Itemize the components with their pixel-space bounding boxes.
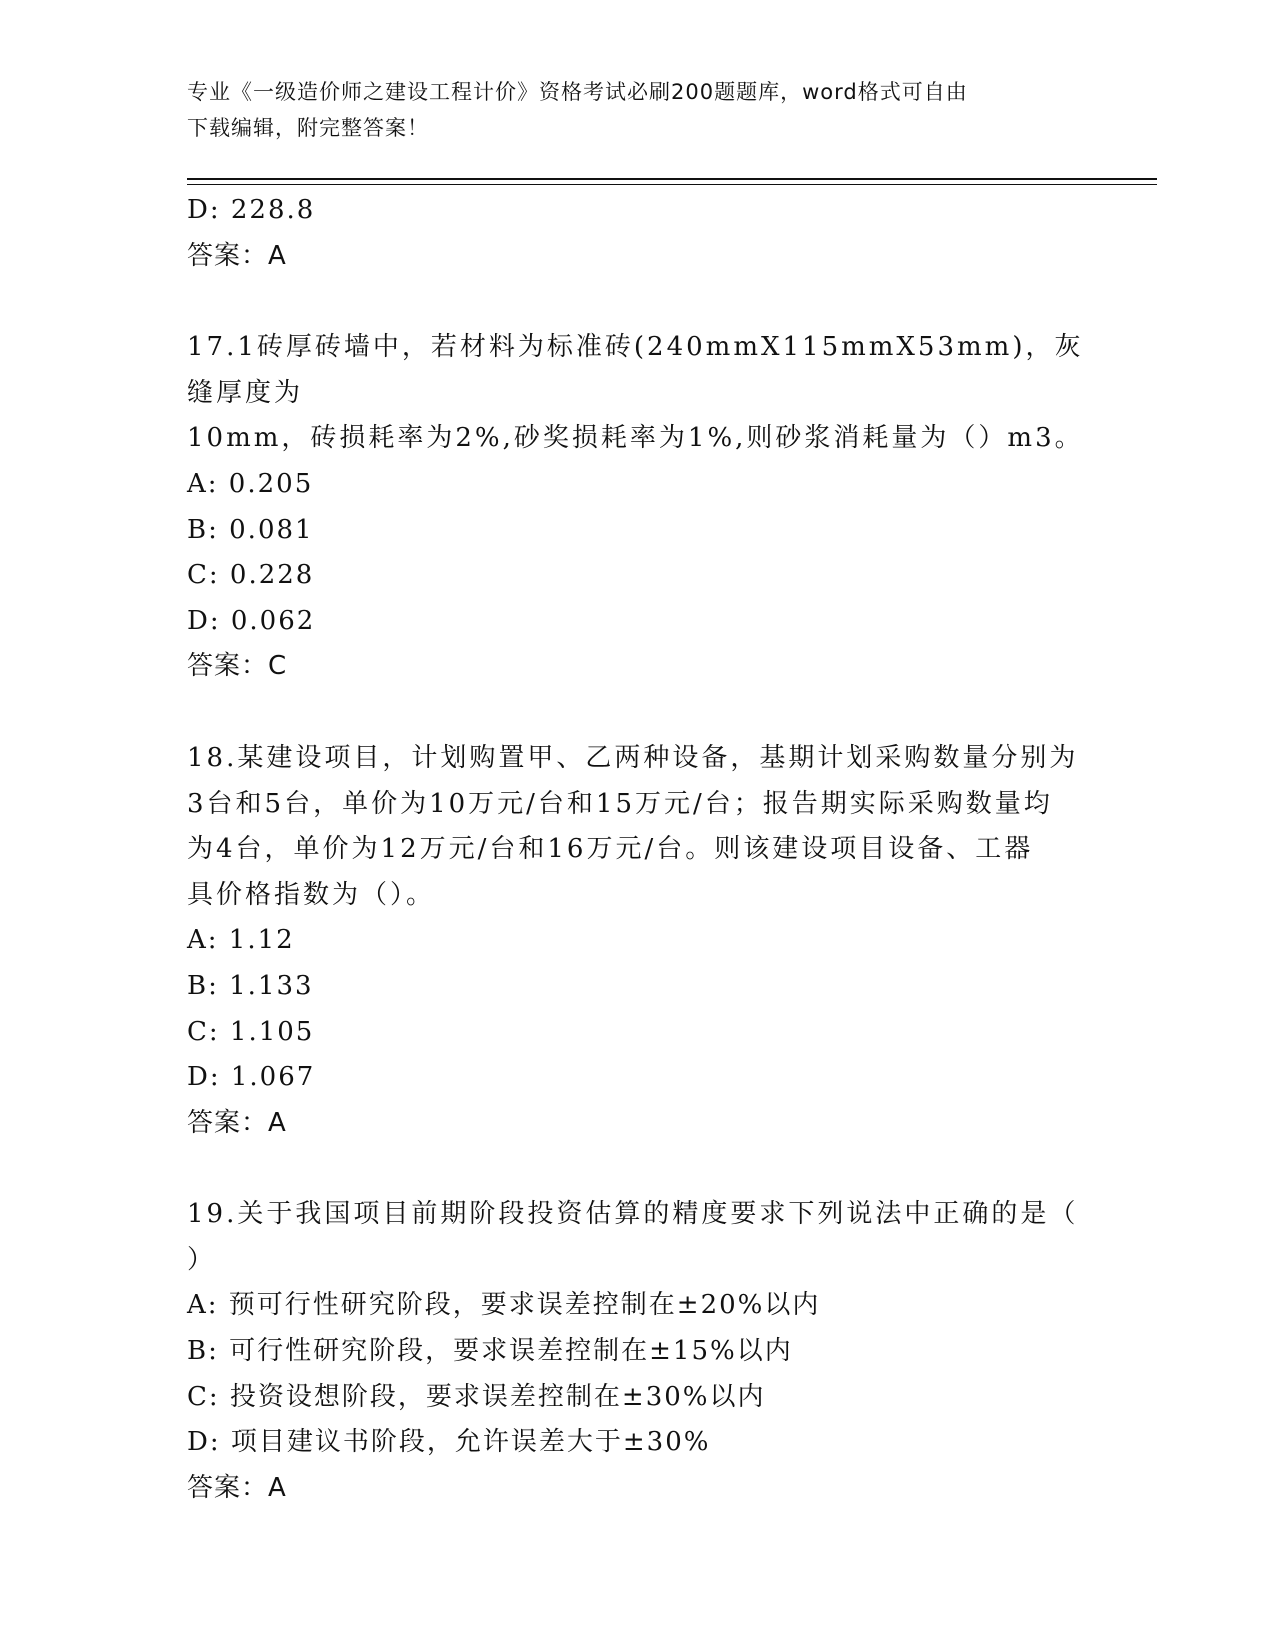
spacer (187, 279, 1087, 325)
question-stem: 18.某建设项目，计划购置甲、乙两种设备，基期计划采购数量分别为 (187, 742, 1079, 773)
option-c: C: 1.105 (187, 1016, 315, 1047)
question-18 (187, 736, 1087, 1146)
question-19 (187, 1192, 1087, 1511)
spacer (187, 690, 1087, 736)
header-line-1: 专业《一级造价师之建设工程计价》资格考试必刷200题题库，word格式可自由 (187, 80, 968, 104)
option-c: C: 投资设想阶段，要求误差控制在±30%以内 (187, 1381, 766, 1412)
header-rule-thin (187, 184, 1157, 185)
option-d: D: 1.067 (187, 1062, 316, 1093)
question-stem: ） (187, 1244, 217, 1275)
option-a: A: 预可行性研究阶段，要求误差控制在±20%以内 (187, 1290, 821, 1321)
question-17 (187, 325, 1087, 690)
answer-line: 答案：A (187, 1107, 287, 1138)
question-stem: 具价格指数为（）。 (187, 879, 436, 910)
option-d: D: 228.8 (187, 195, 316, 225)
option-b: B: 0.081 (187, 514, 314, 545)
spacer (187, 1146, 1087, 1192)
question-stem: 19.关于我国项目前期阶段投资估算的精度要求下列说法中正确的是（ (187, 1199, 1079, 1230)
answer-line: 答案：A (187, 1472, 287, 1503)
answer-line: 答案：A (187, 240, 287, 271)
option-d: D: 0.062 (187, 605, 316, 636)
option-c: C: 0.228 (187, 560, 315, 591)
question-stem: 17.1砖厚砖墙中，若材料为标准砖(240mmX115mmX53mm)，灰缝厚度为 (187, 332, 1084, 408)
header-line-2: 下载编辑，附完整答案！ (187, 116, 429, 140)
page-header (187, 74, 1087, 146)
answer-line: 答案：C (187, 651, 288, 682)
question-stem: 10mm，砖损耗率为2%,砂奖损耗率为1%,则砂浆消耗量为（）m3。 (187, 423, 1084, 454)
option-b: B: 可行性研究阶段，要求误差控制在±15%以内 (187, 1336, 793, 1367)
question-stem: 3台和5台，单价为10万元/台和15万元/台；报告期实际采购数量均 (187, 788, 1053, 819)
question-stem: 为4台，单价为12万元/台和16万元/台。则该建设项目设备、工器 (187, 834, 1034, 865)
question-content (187, 188, 1087, 1511)
header-rule-thick (187, 178, 1157, 180)
question-16 (187, 188, 1087, 279)
option-a: A: 1.12 (187, 925, 295, 956)
option-d: D: 项目建议书阶段，允许误差大于±30% (187, 1427, 711, 1458)
option-a: A: 0.205 (187, 468, 314, 499)
option-b: B: 1.133 (187, 970, 314, 1001)
